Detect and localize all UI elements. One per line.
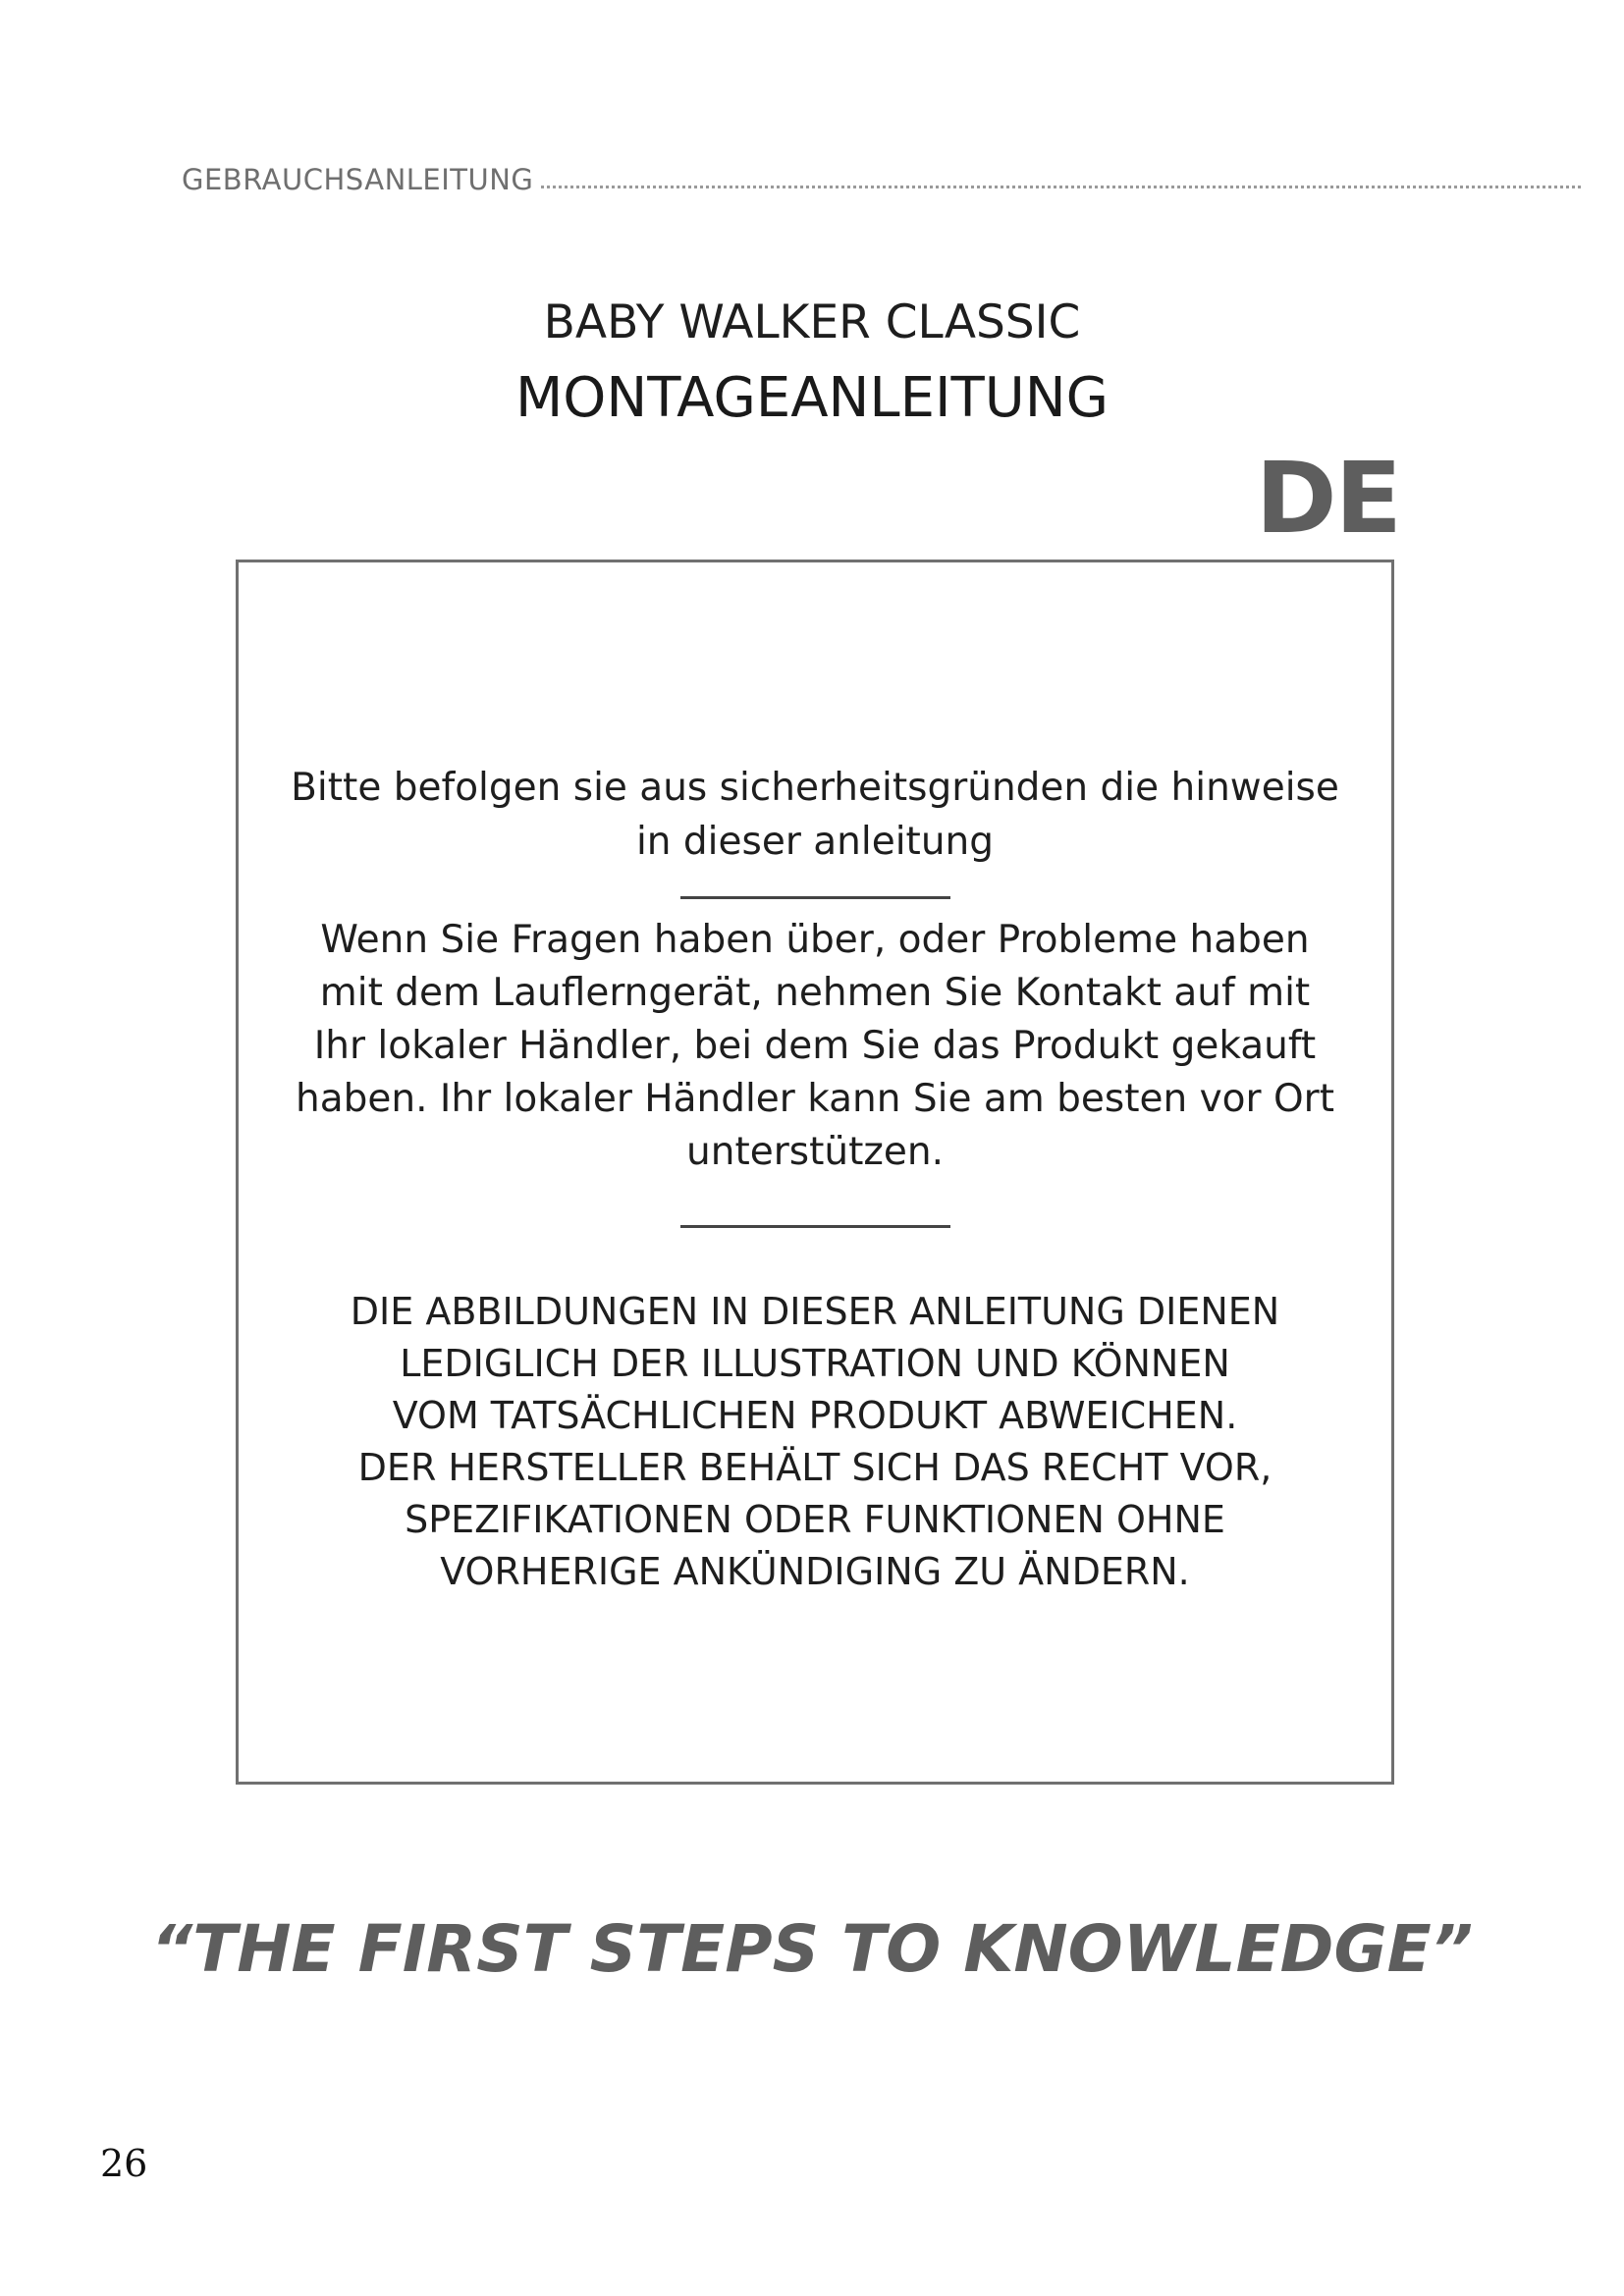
disclaimer-line: DIE ABBILDUNGEN IN DIESER ANLEITUNG DIENEN xyxy=(350,1290,1280,1333)
notice-box xyxy=(236,560,1394,1785)
contact-note-line: unterstützen. xyxy=(686,1130,944,1174)
running-header xyxy=(182,155,1581,194)
contact-note xyxy=(239,914,1391,1179)
safety-note xyxy=(239,761,1391,869)
contact-note-line: haben. Ihr lokaler Händler kann Sie am besten vor Ort xyxy=(295,1077,1334,1121)
page-number: 26 xyxy=(100,2142,148,2185)
contact-note-line: Wenn Sie Fragen haben über, oder Probleme haben xyxy=(320,918,1310,962)
header-dotted-leader xyxy=(541,186,1581,188)
disclaimer-line: SPEZIFIKATIONEN ODER FUNKTIONEN OHNE xyxy=(405,1498,1225,1541)
disclaimer xyxy=(239,1286,1391,1598)
disclaimer-line: LEDIGLICH DER ILLUSTRATION UND KÖNNEN xyxy=(400,1342,1230,1385)
safety-note-line: Bitte befolgen sie aus sicherheitsgründen die hinweise xyxy=(291,766,1339,810)
disclaimer-line: DER HERSTELLER BEHÄLT SICH DAS RECHT VOR, xyxy=(357,1446,1272,1489)
safety-note-line: in dieser anleitung xyxy=(635,820,995,864)
header-label: GEBRAUCHSANLEITUNG xyxy=(182,163,534,196)
divider xyxy=(680,1225,950,1228)
disclaimer-line: VOM TATSÄCHLICHEN PRODUKT ABWEICHEN. xyxy=(392,1394,1238,1437)
document-title: MONTAGEANLEITUNG xyxy=(514,366,1110,430)
contact-note-line: mit dem Lauflerngerät, nehmen Sie Kontakt auf mit xyxy=(319,971,1311,1015)
slogan: “THE FIRST STEPS TO KNOWLEDGE” xyxy=(150,1911,1474,1987)
divider xyxy=(680,896,950,899)
language-code: DE xyxy=(1255,441,1400,556)
contact-note-line: Ihr lokaler Händler, bei dem Sie das Produkt gekauft xyxy=(313,1024,1317,1068)
disclaimer-line: VORHERIGE ANKÜNDIGING ZU ÄNDERN. xyxy=(440,1550,1190,1593)
product-title: BABY WALKER CLASSIC xyxy=(543,295,1081,349)
